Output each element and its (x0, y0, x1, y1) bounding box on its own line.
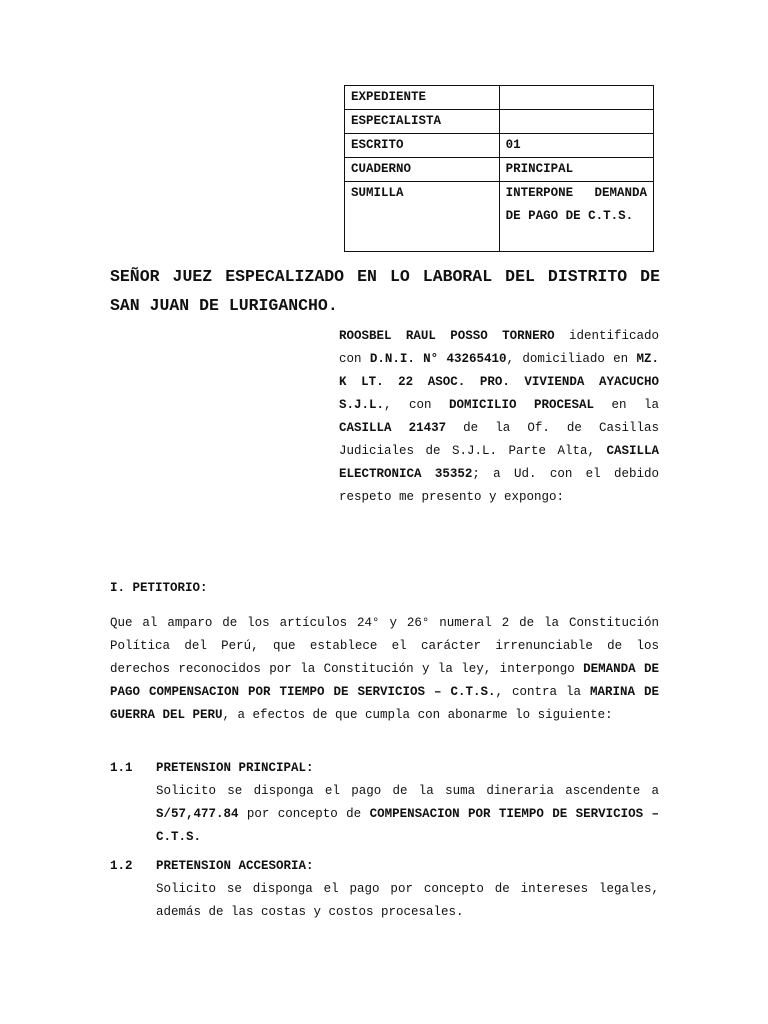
body-text: Que al amparo de los artículos 24° y 26° numeral 2 de la Constitución Política del Perú, que establece el carácter irrenunciable de los derechos reconocidos por la Constitución y la ley, interpongo (110, 616, 659, 676)
subheading-pretension-accesoria (110, 855, 314, 878)
casilla-number: CASILLA 21437 (339, 421, 447, 435)
pretension-principal-text (156, 780, 659, 849)
section-heading-petitorio: I. PETITORIO: (110, 581, 208, 595)
intro-text: , con (384, 398, 449, 412)
pretension-accesoria-text: Solicito se disponga el pago por concepto de intereses legales, además de las costas y costos procesales. (156, 882, 659, 919)
table-row (345, 182, 654, 252)
intro-text: identificado con (339, 329, 659, 366)
subheading-label: PRETENSION ACCESORIA: (156, 859, 314, 873)
case-info-table (344, 85, 654, 252)
expediente-value (499, 86, 653, 110)
plaintiff-name: ROOSBEL RAUL POSSO TORNERO (339, 329, 555, 343)
defendant-name: MARINA DE GUERRA DEL PERU (110, 685, 660, 722)
body-text: por concepto de (238, 807, 370, 821)
intro-text: , domiciliado en (506, 352, 637, 366)
claim-amount: S/57,477.84 (156, 807, 239, 821)
especialista-value (499, 110, 653, 134)
sumilla-value: INTERPONE DEMANDA DE PAGO DE C.T.S. (499, 182, 653, 252)
sumilla-label: SUMILLA (345, 182, 500, 252)
body-text: Solicito se disponga el pago de la suma dineraria ascendente a (156, 784, 659, 798)
claim-concept: COMPENSACION POR TIEMPO DE SERVICIOS – C.T.S. (156, 807, 660, 844)
subheading-number: 1.1 (110, 761, 133, 775)
address: MZ. K LT. 22 ASOC. PRO. VIVIENDA AYACUCHO S.J.L. (339, 352, 659, 412)
table-row (345, 158, 654, 182)
subheading-label: PRETENSION PRINCIPAL: (156, 761, 314, 775)
intro-text: en la (594, 398, 659, 412)
cuaderno-label: CUADERNO (345, 158, 500, 182)
subheading-number: 1.2 (110, 859, 133, 873)
body-text: , a efectos de que cumpla con abonarme lo siguiente: (222, 708, 613, 722)
intro-text: ; a Ud. con el debido respeto me presento y expongo: (339, 467, 659, 504)
demand-title: DEMANDA DE PAGO COMPENSACION POR TIEMPO DE SERVICIOS – C.T.S. (110, 662, 659, 699)
domicilio-procesal: DOMICILIO PROCESAL (449, 398, 595, 412)
casilla-electronica: CASILLA ELECTRONICA 35352 (339, 444, 659, 481)
expediente-label: EXPEDIENTE (345, 86, 500, 110)
cuaderno-value: PRINCIPAL (499, 158, 653, 182)
subheading-pretension-principal (110, 757, 314, 780)
table-row (345, 134, 654, 158)
petitorio-paragraph (110, 612, 659, 727)
intro-text: de la Of. de Casillas Judiciales de S.J.L. Parte Alta, (339, 421, 659, 458)
document-title: SEÑOR JUEZ ESPECALIZADO EN LO LABORAL DEL DISTRITO DE SAN JUAN DE LURIGANCHO. (110, 267, 660, 315)
especialista-label: ESPECIALISTA (345, 110, 500, 134)
table-row (345, 110, 654, 134)
escrito-value: 01 (499, 134, 653, 158)
body-text: , contra la (495, 685, 591, 699)
intro-paragraph (339, 325, 659, 509)
table-row (345, 86, 654, 110)
dni-number: D.N.I. N° 43265410 (369, 352, 507, 366)
escrito-label: ESCRITO (345, 134, 500, 158)
